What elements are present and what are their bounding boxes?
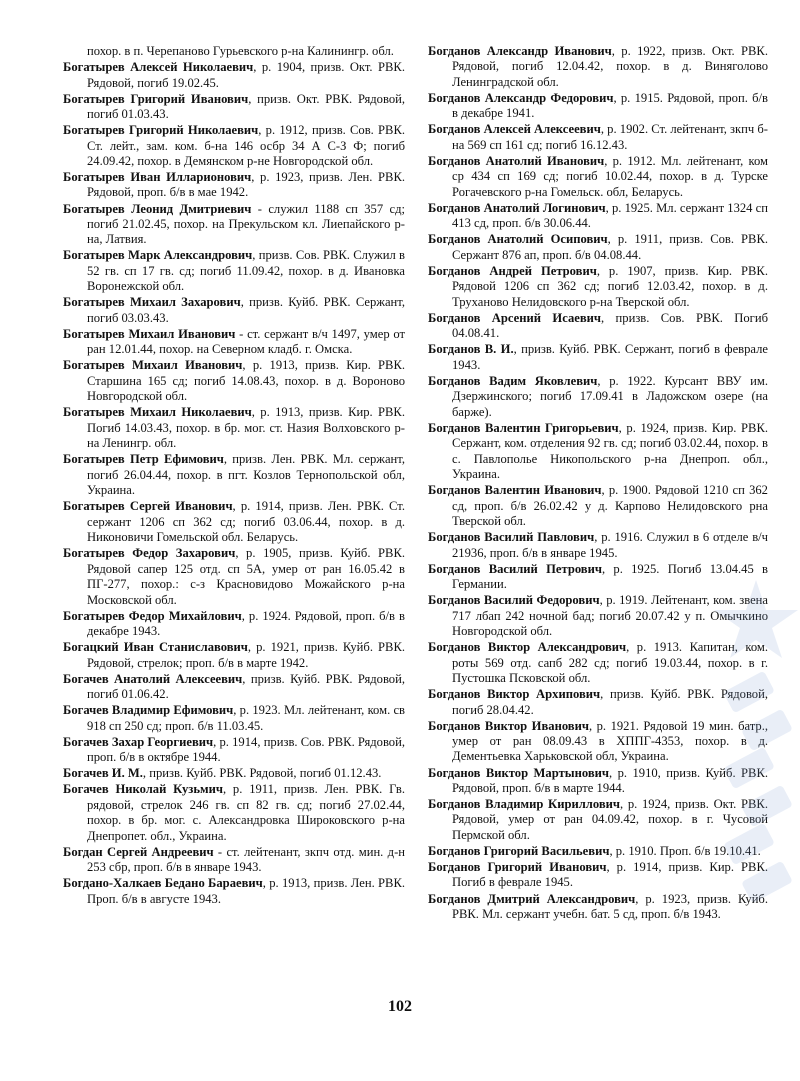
entry-text: , призв. Куйб. РВК. Сержант, погиб 03.03.43.: [87, 295, 405, 325]
entry-text: , р. 1924, призв. Окт. РВК. Рядовой, умер от ран 04.09.42, похор. в г. Чусовой Пермской обл.: [452, 797, 768, 842]
right-column: [428, 44, 768, 923]
entry: [63, 672, 405, 703]
entry-text: , р. 1921, призв. Куйб. РВК. Рядовой, стрелок; проп. б/в в марте 1942.: [87, 640, 406, 670]
entry-text: , призв. Куйб. РВК. Сержант, погиб в феврале 1943.: [452, 342, 768, 372]
entry: [428, 892, 768, 923]
entry-name: Богданов Виктор Мартынович: [428, 765, 609, 780]
entry-text: похор. в п. Черепаново Гурьевского р-на Калинингр. обл.: [87, 44, 394, 58]
entry-text: , р. 1916. Служил в 6 отделе в/ч 21936, проп. б/в в январе 1945.: [452, 530, 768, 560]
entry-name: Богацкий Иван Станиславович: [63, 640, 248, 655]
entry: [63, 327, 405, 358]
entry: [428, 421, 768, 483]
entry-text: , призв. Сов. РВК. Погиб 04.08.41.: [452, 310, 768, 341]
entry-name: Богатырев Сергей Иванович: [63, 499, 233, 514]
entry: [428, 593, 768, 639]
entry-text: , р. 1910, призв. Куйб. РВК. Рядовой, проп. б/в в марте 1944.: [452, 765, 768, 795]
entry-name: Богачев Николай Кузьмич: [63, 782, 223, 797]
entry: [428, 91, 768, 122]
entry-text: , р. 1919. Лейтенант, ком. звена 717 лбап 242 ночной бад; погиб 20.07.42 у п. Омычкино Новгородской обл.: [452, 593, 768, 639]
entry-name: Богатырев Петр Ефимович: [63, 452, 224, 467]
entry-name: Богатырев Алексей Николаевич: [63, 60, 254, 75]
entry-name: Богданов Владимир Кириллович: [428, 797, 620, 812]
entry-name: Богданов В. И.: [428, 342, 514, 357]
entry: [63, 358, 405, 404]
entry-text: , р. 1914, призв. Кир. РВК. Погиб в феврале 1945.: [452, 860, 768, 890]
entry-text: , р. 1925. Погиб 13.04.45 в Германии.: [452, 561, 768, 592]
entry-name: Богатырев Иван Илларионович: [63, 170, 252, 184]
entry-name: Богданов Василий Федорович: [428, 593, 600, 608]
entry: [63, 703, 405, 734]
entry-text: , р. 1900. Рядовой 1210 сп 362 сд, проп. б/в 26.02.42 у д. Карпово Нелидовского рна Тверской обл.: [452, 483, 768, 529]
entry: [428, 530, 768, 561]
entry: [428, 201, 768, 232]
entry-name: Богатырев Михаил Захарович: [63, 295, 241, 310]
entry-text: , р. 1913. Капитан, ком. роты 569 отд. сапб 282 сд; погиб 19.03.44, похор. в г. Пустошка Псковской обл.: [452, 640, 768, 686]
entry-text: - ст. сержант в/ч 1497, умер от ран 12.01.44, похор. на Северном кладб. г. Омска.: [87, 326, 405, 357]
entry-text: , р. 1925. Мл. сержант 1324 сп 413 сд, проп. б/в 30.06.44.: [452, 200, 768, 231]
entry: [63, 452, 405, 498]
entry-text: , р. 1923, призв. Лен. РВК. Рядовой, проп. б/в в мае 1942.: [87, 170, 405, 200]
entry-name: Богатырев Михаил Иванович: [63, 326, 236, 341]
entry: [428, 844, 768, 859]
entry-text: , призв. Куйб. РВК. Рядовой, погиб 28.04.42.: [452, 687, 768, 717]
entry-name: Богатырев Михаил Николаевич: [63, 405, 252, 420]
entry-text: , р. 1905, призв. Куйб. РВК. Рядовой сапер 125 отд. сп 5А, умер от ран 16.05.42 в ПГ-277, похор.: с-з Красновидово Можайского р-на Московской обл.: [87, 546, 405, 607]
entry: [63, 248, 405, 294]
entry: [63, 123, 405, 169]
entry-text: , призв. Сов. РВК. Служил в 52 гв. сп 17 гв. сд; погиб 11.09.42, похор. в д. Ивановка Воронежской обл.: [87, 248, 405, 294]
entry-text: , р. 1913, призв. Лен. РВК. Проп. б/в в августе 1943.: [87, 876, 405, 906]
entry-text: , р. 1922, призв. Окт. РВК. Рядовой, погиб 12.04.42, похор. в д. Виняголово Ленинградской обл.: [452, 44, 768, 89]
entry-text: , р. 1921. Рядовой 19 мин. батр., умер от ран 08.09.43 в ХППГ-4353, похор. в д. Дементьевка Харьковской обл, Украина.: [452, 718, 768, 764]
entry-text: , р. 1915. Рядовой, проп. б/в в декабре 1941.: [452, 90, 768, 121]
entry-text: , р. 1910. Проп. б/в 19.10.41.: [609, 843, 761, 858]
entry-name: Богатырев Федор Михайлович: [63, 608, 242, 623]
entry: [428, 264, 768, 310]
entry: [428, 154, 768, 200]
entry: [63, 845, 405, 876]
entry-text: , р. 1914, призв. Сов. РВК. Рядовой, проп. б/в в октябре 1944.: [87, 734, 405, 765]
entry: [63, 170, 405, 201]
entry: [63, 876, 405, 907]
entry-name: Богатырев Григорий Иванович: [63, 91, 249, 106]
entry-text: , р. 1922. Курсант ВВУ им. Дзержинского; погиб 17.09.41 в Ладожском озере (на барже).: [452, 373, 768, 419]
entry-text: , р. 1924, призв. Кир. РВК. Сержант, ком. отделения 92 гв. сд; погиб 03.02.44, похор. в с. Павлополье Никопольского р-на Днепроп. обл., Украина.: [452, 420, 768, 482]
entry: [63, 546, 405, 608]
entry: [63, 766, 405, 781]
entry: [428, 122, 768, 153]
entry-name: Богданов Анатолий Логинович: [428, 200, 606, 215]
entry: [428, 719, 768, 765]
entry: [428, 483, 768, 529]
entry-text: , призв. Куйб. РВК. Рядовой, погиб 01.12.43.: [142, 766, 382, 781]
entry-name: Богданов Александр Иванович: [428, 44, 612, 58]
entry: [428, 562, 768, 593]
entry-name: Богатырев Михаил Иванович: [63, 358, 243, 373]
entry: [428, 797, 768, 843]
entry-name: Богданов Виктор Иванович: [428, 718, 589, 733]
entry-name: Богданов Арсений Исаевич: [428, 310, 601, 325]
entry: [428, 44, 768, 90]
entry-name: Богдано-Халкаев Бедано Бараевич: [63, 876, 263, 891]
entry-name: Богачев Владимир Ефимович: [63, 703, 234, 718]
entry-name: Богданов Виктор Архипович: [428, 687, 601, 702]
entry: [63, 405, 405, 451]
entry: [63, 735, 405, 766]
entry-name: Богданов Василий Петрович: [428, 561, 602, 576]
entry: [63, 92, 405, 123]
entry: [63, 295, 405, 326]
entry: [63, 640, 405, 671]
entry: [63, 44, 405, 59]
entry-text: , р. 1924. Рядовой, проп. б/в в декабре 1943.: [87, 608, 405, 639]
entry-name: Богданов Анатолий Осипович: [428, 232, 608, 247]
entry: [428, 311, 768, 342]
entry: [428, 640, 768, 686]
entry-name: Богатырев Марк Александрович: [63, 248, 253, 263]
entry-text: - ст. лейтенант, зкпч отд. мин. д-н 253 сбр, проп. б/в в январе 1943.: [87, 844, 405, 875]
entry-text: , призв. Лен. РВК. Мл. сержант, погиб 26.04.44, похор. в пгт. Козлов Тернопольской обл, Украина.: [87, 452, 405, 498]
entry: [428, 342, 768, 373]
entry: [63, 202, 405, 248]
entry-text: , р. 1914, призв. Лен. РВК. Ст. сержант 1206 сп 362 сд; погиб 03.06.44, похор. в д. Никоновичи Гомельской обл. Беларусь.: [87, 499, 405, 545]
entry-name: Богачев Анатолий Алексеевич: [63, 671, 243, 686]
entry-text: , р. 1911, призв. Лен. РВК. Гв. рядовой, стрелок 246 гв. сп 82 гв. сд; погиб 27.02.44, похор. в бр. мог. с. Александровка Широковского р-на Днепропет. обл., Украина.: [87, 782, 405, 843]
entry: [428, 374, 768, 420]
entry-name: Богданов Александр Федорович: [428, 90, 614, 105]
entry-name: Богачев И. М.: [63, 766, 143, 781]
entry: [428, 766, 768, 797]
entry-text: , р. 1904, призв. Окт. РВК. Рядовой, погиб 19.02.45.: [87, 60, 405, 90]
entry-name: Богданов Валентин Григорьевич: [428, 420, 619, 435]
entry-name: Богданов Виктор Александрович: [428, 640, 627, 655]
entry-text: , р. 1902. Ст. лейтенант, зкпч б-на 569 сп 161 сд; погиб 16.12.43.: [452, 122, 768, 152]
page-number: 102: [388, 998, 412, 1015]
entry-text: , р. 1912, призв. Сов. РВК. Ст. лейт., зам. ком. б-на 146 осбр 34 А С-З Ф; погиб 24.09.42, похор. в Демянском р-не Новгородской обл.: [87, 123, 406, 168]
entry: [63, 499, 405, 545]
entry-name: Богданов Андрей Петрович: [428, 263, 597, 278]
entry-name: Богданов Григорий Васильевич: [428, 843, 610, 858]
entry-text: , р. 1912. Мл. лейтенант, ком ср 434 сп 169 сд; погиб 10.02.44, похор. в д. Турске Рогачевского р-на Гомельск. обл, Беларусь.: [452, 153, 768, 199]
entry-name: Богданов Василий Павлович: [428, 530, 595, 545]
entry-text: , р. 1913, призв. Кир. РВК. Погиб 14.03.43, похор. в бр. мог. ст. Назия Волховского р-на Ленингр. обл.: [87, 405, 405, 451]
entry-text: , призв. Куйб. РВК. Рядовой, погиб 01.06.42.: [87, 671, 405, 702]
entry: [63, 609, 405, 640]
entry-name: Богданов Анатолий Иванович: [428, 153, 605, 168]
entry-text: , р. 1911, призв. Сов. РВК. Сержант 876 ап, проп. б/в 04.08.44.: [452, 232, 768, 262]
entry: [428, 860, 768, 891]
entry-name: Богданов Алексей Алексеевич: [428, 122, 601, 137]
entry: [428, 687, 768, 718]
entry-name: Богдан Сергей Андреевич: [63, 844, 214, 859]
entry-name: Богданов Григорий Иванович: [428, 860, 607, 875]
entry-text: , р. 1923, призв. Куйб. РВК. Мл. сержант учебн. бат. 5 сд, проп. б/в 1943.: [452, 891, 768, 921]
entry-name: Богачев Захар Георгиевич: [63, 734, 214, 749]
entry: [428, 232, 768, 263]
left-column: [63, 44, 405, 908]
entry-name: Богатырев Григорий Николаевич: [63, 123, 259, 138]
entry-name: Богданов Вадим Яковлевич: [428, 373, 598, 388]
entry-text: , р. 1907, призв. Кир. РВК. Рядовой 1206 сп 362 сд; погиб 12.03.42, похор. в д. Труханово Нелидовского р-на Тверской обл.: [452, 263, 768, 309]
entry-name: Богатырев Леонид Дмитриевич: [63, 201, 252, 216]
entry-text: , р. 1913, призв. Кир. РВК. Старшина 165 сд; погиб 14.08.43, похор. в д. Вороново Новгородской обл.: [87, 358, 405, 404]
entry-text: , р. 1923. Мл. лейтенант, ком. св 918 сп 250 сд; проп. б/в 11.03.45.: [87, 703, 406, 733]
entry-text: - служил 1188 сп 357 сд; погиб 21.02.45, похор. на Прекульском кл. Лиепайского р-на, Латвия.: [87, 201, 405, 247]
entry: [63, 60, 405, 91]
entry-name: Богданов Валентин Иванович: [428, 483, 602, 498]
entry-name: Богатырев Федор Захарович: [63, 546, 236, 561]
entry-text: , призв. Окт. РВК. Рядовой, погиб 01.03.43.: [87, 91, 406, 121]
entry: [63, 782, 405, 844]
entry-name: Богданов Дмитрий Александрович: [428, 891, 636, 906]
